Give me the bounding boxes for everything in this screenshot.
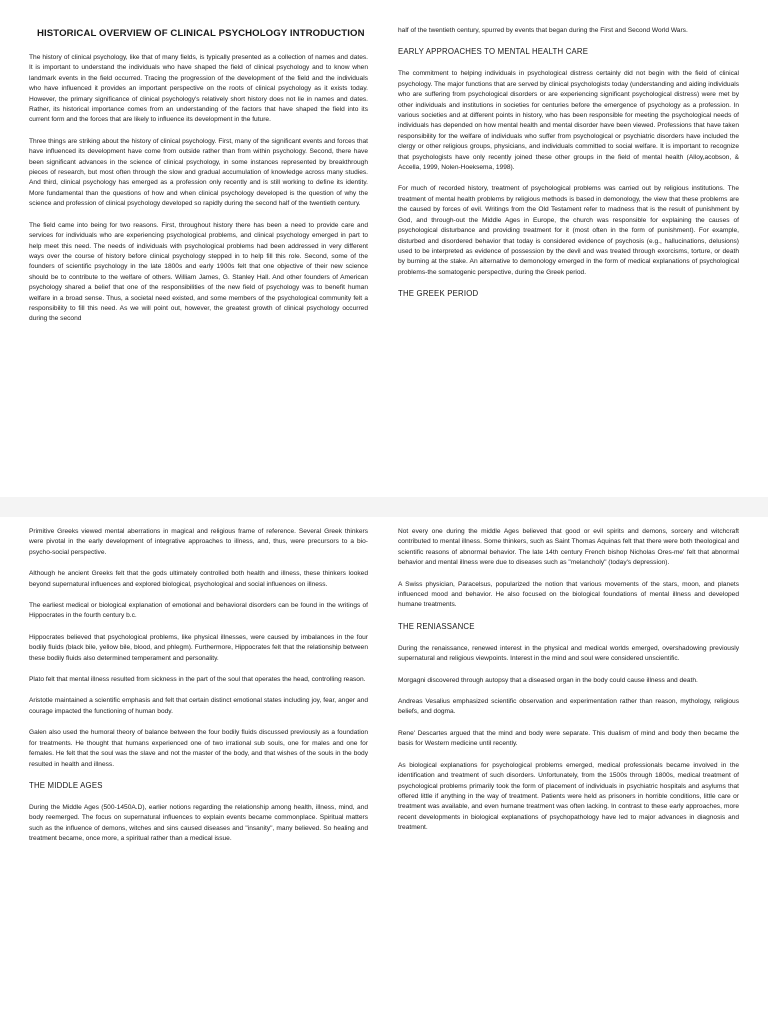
paragraph: Although he ancient Greeks felt that the gods ultimately controlled both health and illness, these thinkers looked beyond supernatural influences and explored biological, psychological and social influences on illness.	[29, 570, 368, 588]
paragraph: Rene' Descartes argued that the mind and body were separate. This dualism of mind and body then became the basis for Western medicine until recently.	[398, 729, 739, 748]
paragraph: Not every one during the middle Ages believed that good or evil spirits and demons, sorcery and witchcraft contributed to mental illness. Some thinkers, such as Saint Thomas Aquinas felt that there were both theological and scientific reasons of abnormal behavior. The late 14th century French bishop Nicholas Ores-me' felt that abnormal behavior and mental illness were due to diseases such as "melancholy" (today's depression).	[398, 528, 739, 567]
paragraph: The earliest medical or biological explanation of emotional and behavioral disorders can be found in the writings of Hippocrates in the fourth century b.c.	[29, 602, 368, 620]
page-2-right-column	[398, 527, 739, 845]
paragraph: Aristotle maintained a scientific emphasis and felt that certain distinct emotional states including joy, fear, anger and courage impacted the functioning of human body.	[29, 697, 368, 715]
page-2-left-column	[29, 527, 368, 856]
section-heading: THE RENIASSANCE	[398, 621, 475, 631]
document-page-1	[0, 0, 768, 497]
paragraph: Hippocrates believed that psychological problems, like physical illnesses, were caused by imbalances in the four bodily fluids (black bile, yellow bile, blood, and phlegm). Furthermore, Hippocrates felt that the relationship between these bodily fluids also determined temperament and personality.	[29, 633, 368, 662]
document-title: HISTORICAL OVERVIEW OF CLINICAL PSYCHOLOGY INTRODUCTION	[37, 28, 365, 39]
section-heading: THE MIDDLE AGES	[29, 780, 103, 790]
paragraph: A Swiss physician, Paracelsus, popularized the notion that various movements of the stars, moon, and planets influenced mood and behavior. He also focused on the biological foundations of mental illness and developed humane treatments.	[398, 580, 739, 609]
page-1-left-column	[29, 26, 368, 336]
section-heading: THE GREEK PERIOD	[398, 289, 479, 299]
document-page-2	[0, 517, 768, 1024]
paragraph: Three things are striking about the history of clinical psychology. First, many of the significant events and forces that have influenced its development have come from outside rather than from within psychology. Second, there have been significant advances in the science of clinical psychology, in some instances represented by breakthrough pieces of research, but most often through the slow and gradual accumulation of knowledge across many studies. And third, clinical psychology has emerged as a profession only recently and is still working to define its identity. More fundamental than the questions of how and when clinical psychology developed is the question of why the science and profession of clinical psychology developed so rapidly during the second half of the twentieth century.	[29, 137, 368, 208]
paragraph: For much of recorded history, treatment of psychological problems was carried out by religious institutions. The treatment of mental health problems by religious methods is based in demonology, the view that these problems are the caused by forces of evil. Writings from the Old Testament refer to madness that is the result of punishment by God, and through-out the Middle Ages in Europe, the church was responsible for explaining the causes of psychological disturbance and providing treatment for it (most often in the form of punishment). For example, disturbed and disordered behavior that today is considered evidence of psychosis (e.g., hallucinations, delusions) used to be interpreted as evidence of possession by the devil and was treated through exorcisms, torture, or death by burning at the stake. An alternative to demonology emerged in the form of medical explanations of psychological problems-the somatogenic perspective, during the Greek period.	[398, 185, 739, 276]
page-1-right-column	[398, 26, 739, 311]
page-divider	[0, 497, 768, 517]
paragraph: As biological explanations for psychological problems emerged, medical professionals became involved in the identification and treatment of such disorders. Unfortunately, from the 1500s through 1800s, medical treatment of psychological problems primarily took the form of placement of individuals in psychiatric hospitals and asylums that offered little if anything in the way of treatment. Patients were held as prisoners in horrible conditions, little care or treatment was available, and even humane treatment was often lacking. In contrast to these early approaches, more recent developments in biological explanations of psychopathology have led to major advances in diagnosis and treatment.	[398, 761, 739, 832]
paragraph: The history of clinical psychology, like that of many fields, is typically presented as a collection of names and dates. It is important to understand the individuals who have shaped the field of clinical psychology and to know when landmark events in the field occurred. Tracing the progression of the development of the field and the individuals who have influenced it provides an important perspective on the roots of clinical psychology as it exists today. However, the primary significance of clinical psychology's relatively short history does not lie in names and dates. Rather, its historical importance comes from an understanding of the factors that have shaped the field into its current form and the forces that are likely to influence its development in the future.	[29, 54, 368, 124]
paragraph: Morgagni discovered through autopsy that a diseased organ in the body could cause illness and death.	[398, 676, 698, 684]
section-heading: EARLY APPROACHES TO MENTAL HEALTH CARE	[398, 47, 589, 57]
paragraph: The commitment to helping individuals in psychological distress certainly did not begin with the field of clinical psychology. The major functions that are served by clinical psychologists today (understanding and aiding individuals who are suffering from psychological disorders or are experiencing significant psychological distress) were met by other individuals and institutions in societies for centuries before the emergence of psychology as a profession. In various societies and at different points in history, who has been responsible for meeting the psychological needs of individuals has depended on how mental health and mental disorder have been viewed. Professions that have taken responsibility for the welfare of individuals who suffer from psychological or psychiatric disorders have included the clergy or other religious groups, physicians, and individuals committed to social welfare. It is important to recognize that psychologists have only recently joined these other groups in the field of mental health (Alloy,acobson, & Accella, 1999, Nolen-Hoeksema, 1998).	[398, 70, 739, 172]
paragraph: half of the twentieth century, spurred by events that began during the First and Second World Wars.	[398, 27, 688, 34]
paragraph: Andreas Vesalius emphasized scientific observation and experimentation rather than reason, mythology, religious beliefs, and dogma.	[398, 698, 739, 716]
paragraph: The field came into being for two reasons. First, throughout history there has been a need to provide care and services for individuals who are experiencing psychological problems, and clinical psychology emerged in part to help meet this need. The needs of individuals with psychological problems had been addressed in very different ways over the course of history before clinical psychology stepped in to help fill this role. Second, some of the founders of scientific psychology in the late 1800s and early 1900s felt that one objective of their new science should be to contribute to the welfare of others. William James, G. Stanley Hall. And other founders of American psychology shared a belief that one of the responsibilities of the new field of psychology was to benefit human welfare in a broad sense. Thus, a societal need existed, and some members of the psychological community felt a responsibility to fill this need. As we will point out, however, the greatest growth of clinical psychology occurred during the second	[29, 221, 368, 323]
paragraph: Plato felt that mental illness resulted from sickness in the part of the soul that operates the head, controlling reason.	[29, 676, 366, 684]
paragraph: During the Middle Ages (500-1450A.D), earlier notions regarding the relationship among health, illness, mind, and body reemerged. The focus on supernatural influences to explain events became commonplace. Spiritual matters such as the influence of demons, witches and sins caused diseases and "insanity", many believed. So healing and treatment became, once more, a spiritual rather than a medical issue.	[29, 803, 368, 843]
paragraph: Primitive Greeks viewed mental aberrations in magical and religious frame of reference. Several Greek thinkers were pivotal in the early development of integrative approaches to illness, and, thus, were precursors to a bio-psycho-social perspective.	[29, 528, 368, 556]
paragraph: Galen also used the humoral theory of balance between the four bodily fluids discussed previously as a foundation for treatments. He thought that humans experienced one of two irrational sub souls, one for males and one for females. He felt that the soul was the slave and not the master of the body, and that wishes of the souls in the body resulted in health and illness.	[29, 729, 368, 768]
paragraph: During the renaissance, renewed interest in the physical and medical worlds emerged, overshadowing previously supernatural and religious viewpoints. Interest in the mind and soul were considered unscientific.	[398, 644, 739, 663]
